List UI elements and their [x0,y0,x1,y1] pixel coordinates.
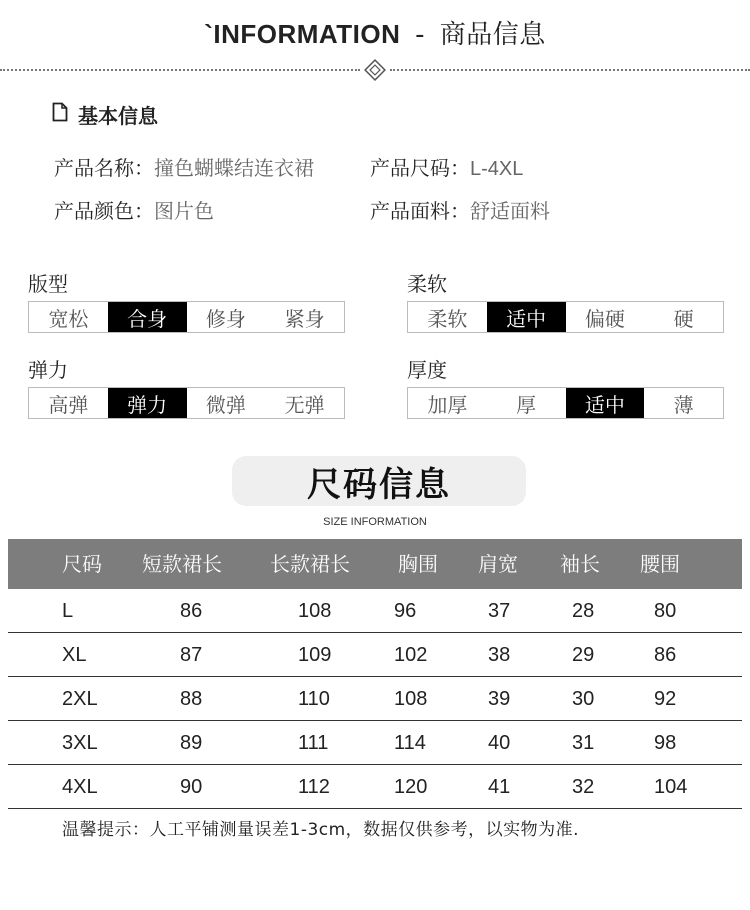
table-cell: XL [62,644,87,666]
size-section-subtitle: SIZE INFORMATION [323,516,427,528]
table-cell: 29 [572,644,595,666]
table-cell: 39 [488,688,511,710]
table-cell: 102 [394,644,428,666]
field-product-fabric [370,195,550,224]
attr-option: 高弹 [48,392,89,417]
table-cell: 98 [654,732,677,754]
table-cell: 2XL [62,688,98,710]
attr-option-selected: 适中 [566,388,645,418]
field-value: 撞色蝴蝶结连衣裙 [154,156,314,180]
attr-scale-elasticity [28,387,345,419]
attr-option: 硬 [673,306,694,331]
header-title-cn: 商品信息 [439,20,546,50]
table-cell: 92 [654,688,677,710]
field-key: 产品名称： [54,156,154,180]
table-cell: L [62,600,74,622]
diamond-ornament-icon [362,57,388,83]
table-cell: 110 [298,688,330,710]
document-icon [52,102,78,127]
table-cell: 114 [394,732,426,754]
size-table-header [8,539,742,589]
attr-scale-thickness [407,387,724,419]
attr-label-thickness: 厚度 [407,358,447,382]
table-cell: 89 [180,732,203,754]
table-cell: 104 [654,776,688,798]
attr-option: 无弹 [284,392,325,417]
attr-option: 宽松 [48,306,89,331]
table-header-cell: 袖长 [560,552,600,576]
attr-option: 加厚 [427,392,468,417]
field-product-size [370,152,523,181]
field-product-name [54,152,314,181]
attr-label-fit: 版型 [28,272,68,296]
table-cell: 111 [298,732,329,754]
table-header-cell: 胸围 [398,552,438,576]
field-key: 产品颜色： [54,199,154,223]
attr-scale-fit [28,301,345,333]
table-cell: 120 [394,776,428,798]
table-row [8,589,742,633]
table-row [8,765,742,809]
basic-info-heading [52,100,158,128]
table-cell: 96 [394,600,417,622]
table-cell: 80 [654,600,677,622]
field-key: 产品面料： [370,199,470,223]
attr-option: 偏硬 [584,306,625,331]
size-section-title: 尺码信息 [232,456,526,506]
attr-option-selected: 合身 [108,302,187,332]
attr-option: 修身 [205,306,246,331]
divider-left [0,69,360,71]
table-cell: 30 [572,688,595,710]
attr-option: 微弹 [205,392,246,417]
field-value: L-4XL [470,158,524,180]
attr-label-elasticity: 弹力 [28,358,68,382]
table-header-cell: 尺码 [62,552,102,576]
field-value: 图片色 [154,199,214,223]
table-cell: 38 [488,644,511,666]
attr-option: 紧身 [284,306,325,331]
table-header-cell: 短款裙长 [142,552,222,576]
table-cell: 108 [298,600,332,622]
table-cell: 4XL [62,776,98,798]
table-cell: 108 [394,688,428,710]
table-cell: 86 [180,600,203,622]
table-row [8,677,742,721]
table-cell: 3XL [62,732,98,754]
attr-option: 柔软 [427,306,468,331]
table-cell: 87 [180,644,203,666]
field-product-color [54,195,214,224]
attr-option: 薄 [673,392,694,417]
page-header-title [0,14,750,54]
table-row [8,633,742,677]
table-cell: 109 [298,644,332,666]
table-cell: 88 [180,688,203,710]
attr-scale-softness [407,301,724,333]
attr-label-softness: 柔软 [407,272,447,296]
table-cell: 86 [654,644,677,666]
table-cell: 32 [572,776,595,798]
field-key: 产品尺码： [370,156,470,180]
header-title-en: `INFORMATION [204,19,401,49]
basic-info-heading-text: 基本信息 [78,103,158,128]
attr-option-selected: 弹力 [108,388,187,418]
table-header-cell: 肩宽 [478,552,518,576]
attr-option-selected: 适中 [487,302,566,332]
field-value: 舒适面料 [470,199,550,223]
attr-option: 厚 [516,392,537,417]
table-cell: 31 [572,732,595,754]
table-row [8,721,742,765]
table-cell: 40 [488,732,511,754]
measurement-tip: 温馨提示：人工平铺测量误差1-3cm，数据仅供参考，以实物为准. [62,820,580,840]
table-header-cell: 腰围 [640,552,680,576]
table-cell: 28 [572,600,595,622]
divider-right [390,69,750,71]
table-cell: 90 [180,776,203,798]
table-cell: 37 [488,600,511,622]
table-cell: 112 [298,776,330,798]
table-cell: 41 [488,776,511,798]
header-separator: - [415,20,426,50]
table-header-cell: 长款裙长 [270,552,350,576]
